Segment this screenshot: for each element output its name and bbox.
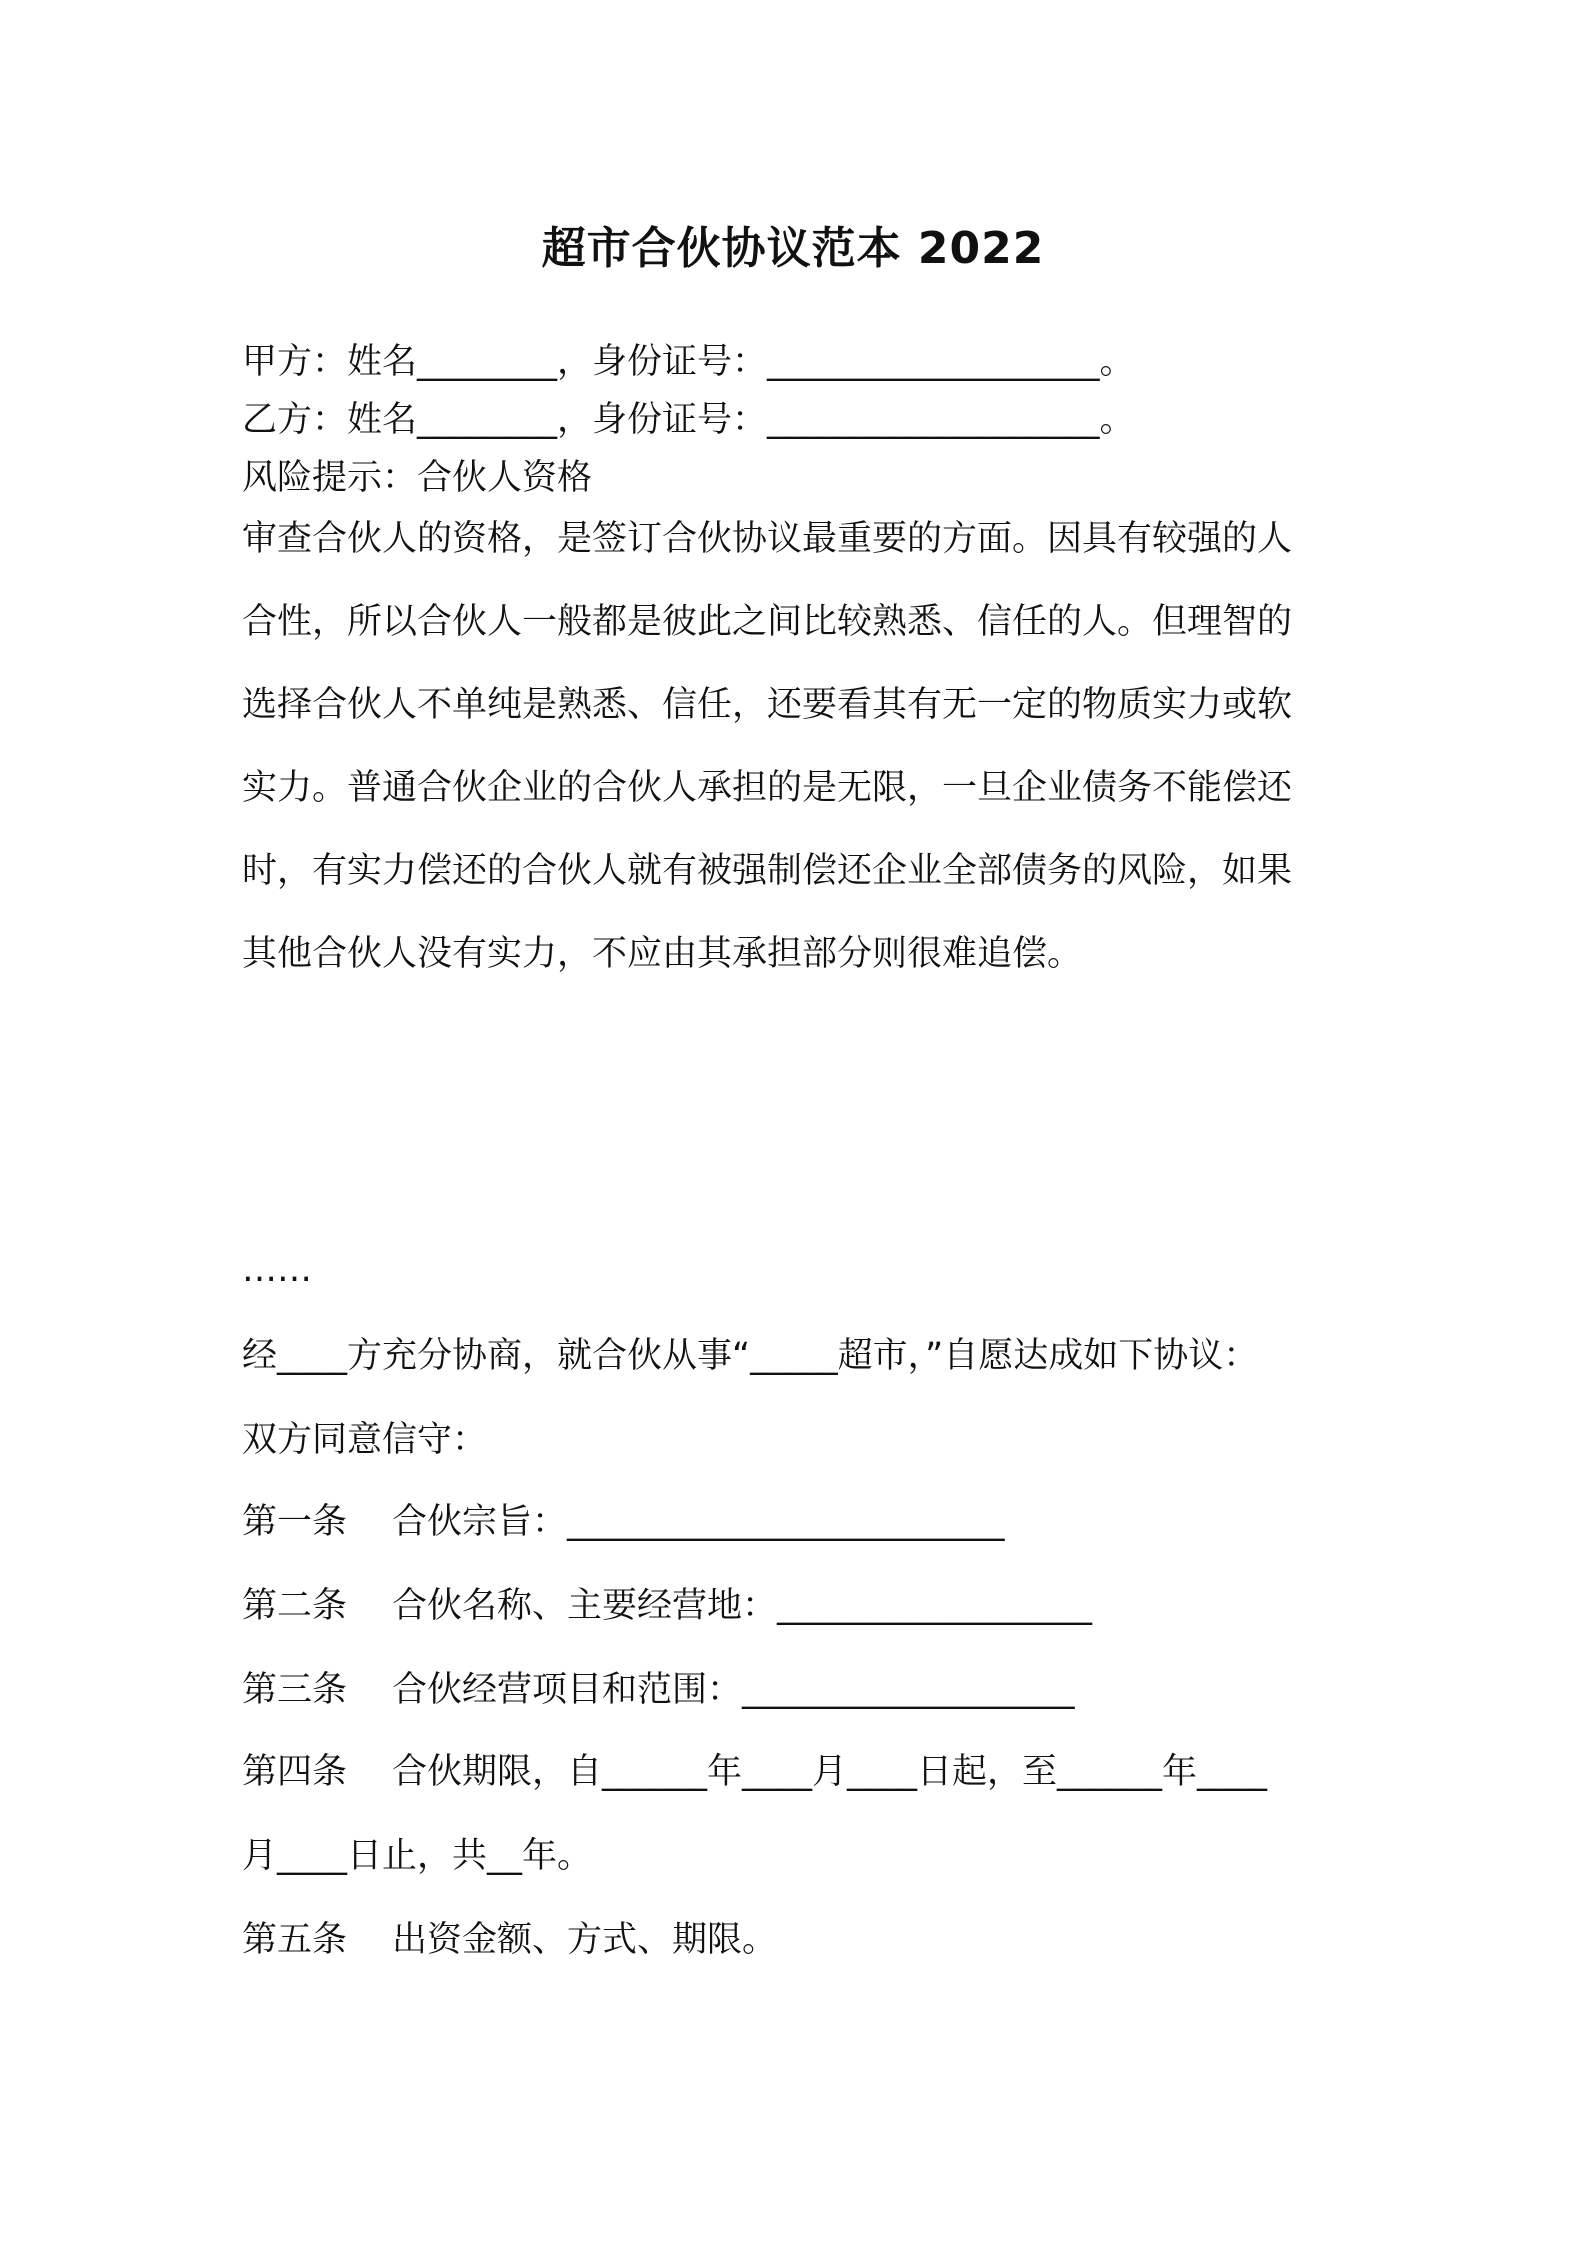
article-text: 合伙经营项目和范围：___________________ [392, 1670, 1075, 1710]
document-title: 超市合伙协议范本 2022 [541, 223, 1045, 274]
article-text: 合伙名称、主要经营地：__________________ [392, 1586, 1093, 1626]
article-text: 出资金额、方式、期限。 [392, 1920, 778, 1960]
article-5 [242, 1918, 777, 1962]
article-number: 第五条 [242, 1920, 348, 1960]
article-text: 月____日止，共__年。 [242, 1836, 593, 1876]
article-4 [242, 1750, 1267, 1794]
paragraph-line: 合性，所以合伙人一般都是彼此之间比较熟悉、信任的人。但理智的 [242, 602, 1293, 642]
paragraph-line: 审查合伙人的资格，是签订合伙协议最重要的方面。因具有较强的人 [242, 519, 1293, 559]
article-4-continued [242, 1834, 592, 1878]
article-text: 合伙期限，自______年____月____日起，至______年____ [392, 1752, 1268, 1792]
paragraph-line: 其他合伙人没有实力，不应由其承担部分则很难追偿。 [242, 934, 1083, 974]
article-2 [242, 1584, 1092, 1628]
ellipsis: …… [242, 1250, 312, 1290]
article-number: 第一条 [242, 1502, 348, 1542]
intro-line: 经____方充分协商，就合伙从事“_____超市，”自愿达成如下协议： [242, 1336, 1259, 1376]
paragraph-line: 时，有实力偿还的合伙人就有被强制偿还企业全部债务的风险，如果 [242, 851, 1293, 891]
risk-paragraph [242, 498, 1352, 996]
article-text: 合伙宗旨：_________________________ [392, 1502, 1005, 1542]
paragraph-line: 选择合伙人不单纯是熟悉、信任，还要看其有无一定的物质实力或软 [242, 685, 1293, 725]
party-b-line: 乙方：姓名________，身份证号：___________________。 [242, 400, 1135, 440]
article-3 [242, 1668, 1075, 1712]
article-number: 第三条 [242, 1670, 348, 1710]
article-1 [242, 1500, 1005, 1544]
article-number: 第二条 [242, 1586, 348, 1626]
party-a-line: 甲方：姓名________，身份证号：___________________。 [242, 342, 1135, 382]
risk-heading: 风险提示：合伙人资格 [242, 458, 593, 498]
paragraph-line: 实力。普通合伙企业的合伙人承担的是无限，一旦企业债务不能偿还 [242, 768, 1293, 808]
mutual-line: 双方同意信守： [242, 1420, 488, 1460]
article-number: 第四条 [242, 1752, 348, 1792]
